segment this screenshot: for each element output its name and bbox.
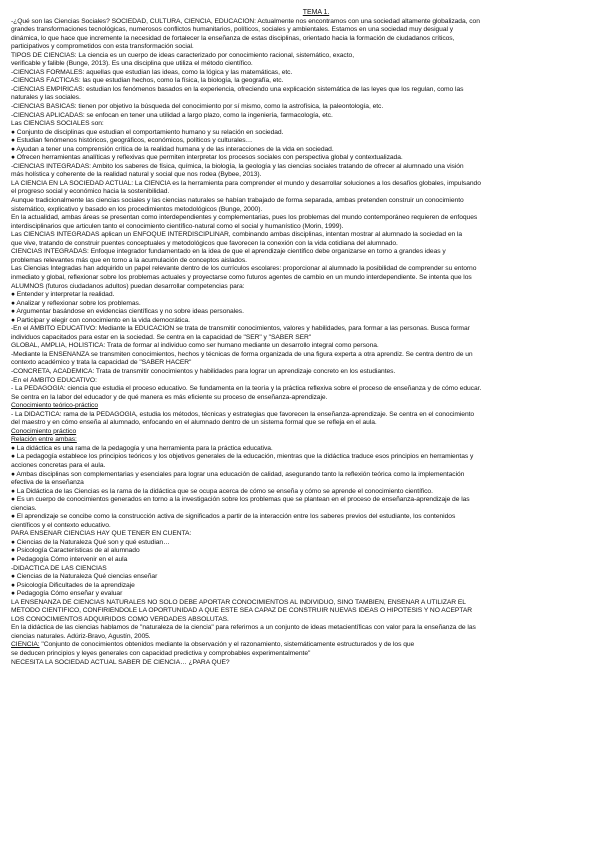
- text-line: -CIENCIAS FÁCTICAS: las que estudian hechos, como la física, la biología, la geografía, etc.: [11, 77, 284, 85]
- text-line: ● La didáctica es una rama de la pedagogía y una herramienta para la práctica educativa.: [11, 444, 273, 452]
- text-line: interdisciplinarios que articulen tanto el conocimiento científico-natural como el social y humanístico (Morin, 1999).: [11, 222, 344, 230]
- page-title: TEMA 1.: [302, 9, 330, 16]
- text-line: -CIENCIAS FORMALES: aquellas que estudian las ideas, como la lógica y las matemáticas, etc.: [11, 68, 293, 76]
- text-line: LA ENSEÑANZA DE CIENCIAS NATURALES NO SOLO DEBE APORTAR CONOCIMIENTOS AL INDIVIDUO, SINO TAMBIÉN, ENSEÑAR A UTILIZAR EL: [11, 598, 466, 606]
- text-line: CIENCIAS INTEGRADAS: Enfoque integrador fundamentado en la idea de que el aprendizaje científico debe organizarse en torno a grandes ideas y: [11, 248, 446, 256]
- text-line: ● La Didáctica de las Ciencias es la rama de la didáctica que se ocupa acerca de cómo se enseña y cómo se aprende el conocimiento científico.: [11, 487, 433, 495]
- text-line: Conocimiento teórico-práctico: [11, 402, 99, 410]
- text-line: Las CIENCIAS SOCIALES son:: [11, 120, 104, 128]
- text-line: En la actualidad, ambas áreas se presentan como interdependientes y complementarias, pues los problemas del mundo contemporáneo requieren de enfoques: [11, 214, 478, 222]
- text-line: Las CIENCIAS INTEGRADAS aplican un ENFOQUE INTERDISCIPLINAR, combinando ambas disciplinas, intentan mostrar al alumnado la sociedad en la: [11, 231, 463, 239]
- text-line: ● Psicología Características de al alumnado: [11, 547, 140, 555]
- text-line: ● Ofrecen herramientas analíticas y reflexivas que permiten interpretar los procesos sociales con perspectiva global y contextualizada.: [11, 154, 403, 162]
- text-line: Relación entre ambas:: [11, 436, 77, 444]
- text-line: ● Analizar y reflexionar sobre los problemas.: [11, 299, 141, 307]
- text-line: ciencias.: [11, 504, 37, 512]
- text-line: -CIENCIAS BÁSICAS: tienen por objetivo la búsqueda del conocimiento por sí mismo, como la astrofísica, la paleontología, etc.: [11, 103, 384, 111]
- text-line: Las Ciencias Integradas han adquirido un papel relevante dentro de los currículos escolares: proporcionar al alumnado la posibilidad de comprender su entorno: [11, 265, 477, 273]
- text-line: -Mediante la ENSEÑANZA se transmiten conocimientos, hechos y técnicas de forma organizada de una figura experta a otra aprendiz. Se centra dentro de un: [11, 350, 473, 358]
- text-line: participativos y comprometidos con esta transformación social.: [11, 43, 194, 51]
- text-line: que vive, tratando de construir puentes conceptuales y metodológicos que favorecen la conexión con la vida cotidiana del alumnado.: [11, 239, 398, 247]
- text-line: acciones concretas para el aula.: [11, 461, 106, 469]
- text-line: [11, 641, 591, 650]
- text-line: ● Ciencias de la Naturaleza Qué son y qué estudian…: [11, 538, 170, 546]
- text-line: sistemático, explicativo y basado en los procedimientos metodológicos (Bunge, 2000).: [11, 205, 263, 213]
- text-line: TIPOS DE CIENCIAS: La ciencia es un cuerpo de ideas caracterizado por conocimiento racional, sistemático, exacto,: [11, 51, 355, 59]
- text-line: LA CIENCIA EN LA SOCIEDAD ACTUAL: La CIENCIA es la herramienta para comprender el mundo y desarrollar soluciones a los desafíos globales, impulsando: [11, 179, 481, 187]
- text-line: ● Pedagogía Cómo enseñar y evaluar: [11, 590, 123, 598]
- text-line: - La DIDÁCTICA: rama de la PEDAGOGÍA, estudia los métodos, técnicas y estrategias que favorecen la enseñanza-aprendizaje. Se centra en el conocimiento: [11, 410, 475, 418]
- text-line: el progreso social y económico hacia la sostenibilidad.: [11, 188, 170, 196]
- text-line: -CIENCIAS INTEGRADAS: Ambito los saberes de física, química, la biología, la geología y las ciencias sociales tratando de ofrecer al alumnado una visión: [11, 162, 464, 170]
- text-line: científicos y el contexto educativo.: [11, 521, 111, 529]
- text-line: grandes transformaciones tecnológicas, numerosos conflictos humanitarios, políticos, sociales y ambientales. Estamos en una sociedad muy desigual y: [11, 26, 454, 34]
- text-line: del maestro y en cómo enseña al alumnado, enfocando en el alumnado dentro de un sistema formal que se refleja en el aula.: [11, 419, 377, 427]
- text-line: ● Estudian fenómenos históricos, geográficos, económicos, políticos y culturales…: [11, 137, 253, 145]
- text-line: -En el ÁMBITO EDUCATIVO:: [11, 376, 97, 384]
- text-line: ● Pedagogía Cómo intervenir en el aula: [11, 556, 128, 563]
- text-line: ● Participar y elegir con conocimiento en la vida democrática.: [11, 316, 190, 324]
- text-line: individuos capacitados para estar en la sociedad. Se centra en la capacidad de "SER" y "SABER SER": [11, 333, 312, 341]
- text-line: contexto académico y trata la capacidad de "SABER HACER": [11, 359, 192, 367]
- text-line: ALUMNOS (futuros ciudadanos adultos) puedan desarrollar competencias para:: [11, 282, 245, 290]
- text-line: - La PEDAGOGÍA: ciencia que estudia el proceso educativo. Se fundamenta en la teoría y la práctica reflexiva sobre el proceso de enseñanza y de cómo educar.: [11, 385, 482, 393]
- text-line: -DIDÁCTICA DE LAS CIENCIAS: [11, 564, 107, 572]
- text-line: PARA ENSEÑAR CIENCIAS HAY QUE TENER EN CUENTA:: [11, 530, 192, 538]
- text-line: ● Conjunto de disciplinas que estudian el comportamiento humano y su relación en sociedad.: [11, 128, 284, 136]
- text-line: GLOBAL, AMPLIA, HOLÍSTICA: Trata de formar al individuo como ser humano mediante un desarrollo integral como persona.: [11, 342, 379, 350]
- text-line: En la didáctica de las ciencias hablamos de "naturaleza de la ciencia" para referirnos a un conjunto de ideas metacientíficas con valor para la enseñanza de las: [11, 624, 476, 632]
- text-line: ● La pedagogía establece los principios teóricos y los objetivos generales de la educación, mientras que la didáctica traduce esos principios en herramientas y: [11, 453, 474, 461]
- text-line: ● Ciencias de la Naturaleza Qué ciencias enseñar: [11, 573, 158, 581]
- text-line: NECESITA LA SOCIEDAD ACTUAL SABER DE CIENCIA… ¿PARA QUÉ?: [11, 658, 230, 666]
- text-line: más holística y coherente de la realidad natural y social que nos rodea (Bybee, 2013).: [11, 171, 262, 179]
- text-line: verificable y falible (Bunge, 2013). Es una disciplina que utiliza el método científico.: [11, 60, 253, 68]
- text-line: ● Ayudan a tener una comprensión crítica de la realidad humana y de las interacciones de la vida en sociedad.: [11, 145, 334, 153]
- text-line: ● Entender y interpretar la realidad.: [11, 291, 115, 299]
- text-line: ciencias naturales. Adúriz-Bravo, Agustín, 2005.: [11, 632, 151, 640]
- document-body: [11, 18, 591, 668]
- text-line: ● Psicología Dificultades de la aprendizaje: [11, 581, 135, 589]
- text-line: naturales y las sociales.: [11, 94, 81, 102]
- text-line: se deducen principios y leyes generales con capacidad predictiva y comprobables experimentalmente": [11, 650, 311, 658]
- text-line: -CONCRETA, ACADÉMICA: Trata de transmitir conocimientos y habilidades para lograr un aprendizaje concreto en los estudiantes.: [11, 367, 396, 375]
- text-line: ● El aprendizaje se concibe como la construcción activa de significados a partir de la interacción entre los saberes previos del estudiante, los contenidos: [11, 513, 456, 521]
- text-line: efectiva de la enseñanza: [11, 479, 84, 487]
- text-line: LOS CONOCIMIENTOS ADQUIRIDOS COMO VERDADES ABSOLUTAS.: [11, 615, 229, 623]
- text-line: ● Es un cuerpo de conocimientos generados en torno a la investigación sobre los problemas que se plantean en el proceso de enseñanza-aprendizaje de las: [11, 496, 470, 504]
- text-line: inmediato y global, reflexionar sobre los problemas actuales y proyectarse como futuros agentes de cambio en un mundo interdependiente. Se intenta que los: [11, 273, 472, 281]
- text-line: ● Argumentar basándose en evidencias científicas y no sobre ideas personales.: [11, 308, 244, 316]
- text-line: MÉTODO CIENTÍFICO, CONFIRIÉNDOLE LA OPORTUNIDAD A QUE ESTE SEA CAPAZ DE CONSTRUIR NUEVAS IDEAS O HIPÓTESIS Y NO ACEPTAR: [11, 607, 473, 615]
- definition-term: CIENCIA:: [11, 641, 40, 649]
- text-line: problemas relevantes más que en torno a la acumulación de conceptos aislados.: [11, 256, 247, 264]
- text-line: -En el ÁMBITO EDUCATIVO: Mediante la EDUCACIÓN se trata de transmitir conocimientos, valores y habilidades, para formar a las personas. Busca formar: [11, 325, 470, 333]
- text-line: Se centra en la labor del educador y de qué manera es más eficiente su proceso de enseñanza-aprendizaje.: [11, 393, 328, 401]
- text-line: dinámica, lo que hace que incremente la necesidad de fortalecer la enseñanza de estas disciplinas, orientado hacia la formación de ciudadanos críticos,: [11, 34, 455, 42]
- text-line: -CIENCIAS EMPÍRICAS: estudian los fenómenos basados en la experiencia, ofreciendo una explicación sistemática de las leyes que los regulan, como las: [11, 85, 464, 93]
- text-line: -¿Qué son las Ciencias Sociales? SOCIEDAD, CULTURA, CIENCIA, EDUCACIÓN: Actualmente nos encontramos con una sociedad altamente globalizada, con: [11, 17, 480, 25]
- text-line: Aunque tradicionalmente las ciencias sociales y las ciencias naturales se habían trabajado de forma separada, ambas pretenden construir un conocimiento: [11, 197, 464, 205]
- text-line: Conocimiento práctico: [11, 427, 77, 435]
- text-line: ● Ambas disciplinas son complementarias y esenciales para lograr una educación de calidad, asegurando tanto la reflexión teórica como la implementación: [11, 470, 465, 478]
- text-line: -CIENCIAS APLICADAS: se enfocan en tener una utilidad a largo plazo, como la ingeniería, farmacología, etc.: [11, 111, 333, 119]
- definition-text: "Conjunto de conocimientos obtenidos mediante la observación y el razonamiento, sistemáticamente estructurados y de los que: [39, 641, 415, 649]
